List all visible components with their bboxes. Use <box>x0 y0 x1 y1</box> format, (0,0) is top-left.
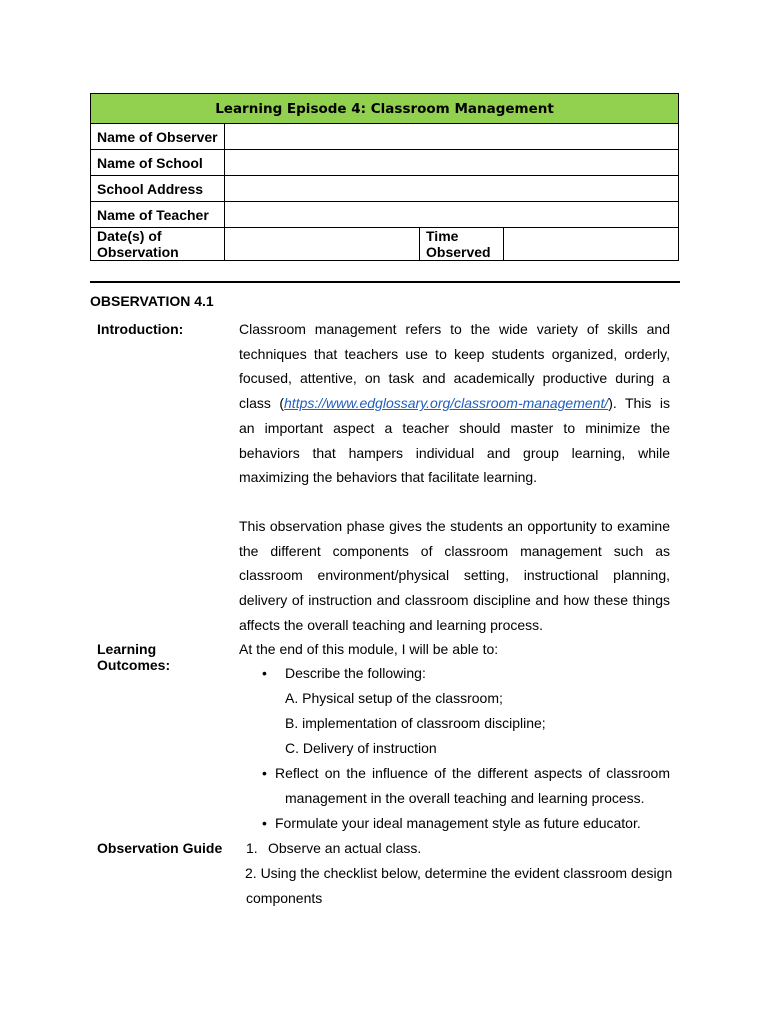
time-observed-label <box>420 228 504 261</box>
bullet-icon: • <box>262 665 267 681</box>
teacher-name-label: Name of Teacher <box>91 202 225 228</box>
observer-name-label: Name of Observer <box>91 124 225 150</box>
bullet-icon: • <box>262 765 267 781</box>
time-label-line2: Observed <box>426 244 491 260</box>
edglossary-link[interactable]: https://www.edglossary.org/classroom-management/ <box>284 395 609 412</box>
episode-title: Learning Episode 4: Classroom Management <box>91 94 679 124</box>
outcome-sub-a: A. Physical setup of the classroom; <box>285 690 503 706</box>
observation-dates-label <box>91 228 225 261</box>
guide-item-1: Observe an actual class. <box>268 840 422 856</box>
guide-item-2-line2: components <box>246 890 323 906</box>
outcomes-intro: At the end of this module, I will be able to: <box>239 641 499 657</box>
observation-title: OBSERVATION 4.1 <box>90 293 214 309</box>
bullet-icon: • <box>262 815 267 831</box>
section-divider <box>90 281 680 283</box>
dates-label-line2: Observation <box>97 244 179 260</box>
observer-name-field[interactable] <box>225 124 679 150</box>
guide-item-2-line1: 2. Using the checklist below, determine the evident classroom design <box>245 865 673 881</box>
outcome-bullet-3: Formulate your ideal management style as future educator. <box>275 815 641 831</box>
school-address-field[interactable] <box>225 176 679 202</box>
school-address-label: School Address <box>91 176 225 202</box>
outcome-bullet-2-line1: Reflect on the influence of the different aspects of classroom <box>275 765 670 781</box>
outcomes-label-line1: Learning <box>97 641 157 657</box>
introduction-paragraph-1 <box>239 317 670 490</box>
introduction-label: Introduction: <box>97 321 184 337</box>
intro-text-after: ). This is an important aspect a teacher should master to minimize the behaviors that hampers individual and group learning, while maximizing the behaviors that facilitate learning. <box>239 395 670 486</box>
introduction-paragraph-2: This observation phase gives the students an opportunity to examine the different components of classroom management such as classroom environment/physical setting, instructional planning, delivery of instruction and classroom discipline and how these things affects the overall teaching and learning process. <box>239 518 670 633</box>
dates-label-line1: Date(s) of <box>97 228 162 244</box>
outcome-bullet-1: Describe the following: <box>285 665 426 681</box>
outcome-bullet-2-line2: management in the overall teaching and learning process. <box>285 790 645 806</box>
guide-item-1-number: 1. <box>246 840 258 856</box>
outcome-sub-c: C. Delivery of instruction <box>285 740 437 756</box>
intro-text-before: Classroom management refers to the wide variety of skills and techniques that teachers use to keep students organized, orderly, focused, attentive, on task and academically productive during a class ( <box>239 321 670 412</box>
observation-dates-field[interactable] <box>225 228 420 261</box>
learning-outcomes-label <box>97 641 170 673</box>
time-label-line1: Time <box>426 228 459 244</box>
outcome-sub-b: B. implementation of classroom discipline; <box>285 715 546 731</box>
school-name-label: Name of School <box>91 150 225 176</box>
teacher-name-field[interactable] <box>225 202 679 228</box>
observation-guide-label: Observation Guide <box>97 840 223 856</box>
outcomes-label-line2: Outcomes: <box>97 657 171 673</box>
school-name-field[interactable] <box>225 150 679 176</box>
time-observed-field[interactable] <box>504 228 679 261</box>
observer-info-table <box>90 93 679 261</box>
